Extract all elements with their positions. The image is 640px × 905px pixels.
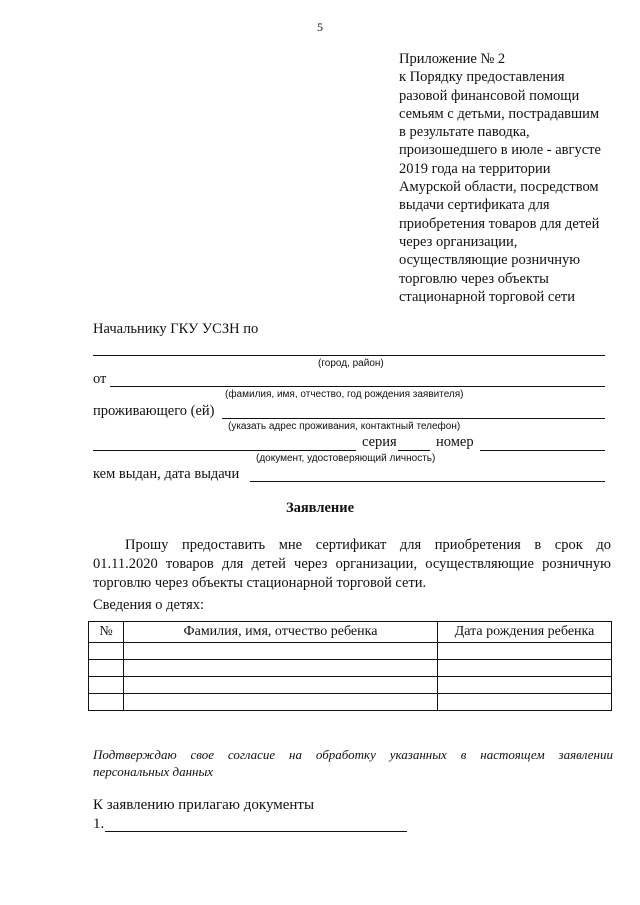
appendix-line: стационарной торговой сети — [399, 288, 576, 305]
table-row — [89, 677, 612, 694]
appendix-line: приобретения товаров для детей — [399, 215, 600, 232]
appendix-line: осуществляющие розничную — [399, 252, 581, 269]
appendix-line: Приложение № 2 — [399, 51, 506, 67]
statement-line: торговлю через объекты стационарной торговой сети. — [93, 575, 427, 591]
children-label: Сведения о детях: — [93, 597, 205, 613]
appendix-line: через организации, — [399, 233, 518, 250]
issued-field[interactable] — [250, 481, 605, 482]
appendix-line: выдачи сертификата для — [399, 197, 550, 214]
consent-text — [93, 746, 613, 780]
table-cell[interactable] — [438, 694, 612, 711]
consent-line: персональных данных — [93, 764, 214, 779]
city-field[interactable] — [93, 355, 605, 356]
attachments-label: К заявлению прилагаю документы — [93, 797, 315, 813]
appendix-line: торговлю через объекты — [399, 270, 549, 287]
col-name-header: Фамилия, имя, отчество ребенка — [124, 622, 438, 643]
page-number: 5 — [317, 20, 323, 34]
appendix-line: Амурской области, посредством — [399, 179, 599, 196]
children-table — [88, 621, 612, 711]
document-field[interactable] — [93, 450, 356, 451]
table-cell[interactable] — [438, 660, 612, 677]
appendix-line: разовой финансовой помощи — [399, 87, 580, 104]
number-field[interactable] — [480, 450, 605, 451]
issued-label: кем выдан, дата выдачи — [93, 466, 240, 482]
table-cell[interactable] — [89, 694, 124, 711]
table-cell[interactable] — [438, 643, 612, 660]
appendix-line: произошедшего в июле - августе — [399, 142, 601, 159]
appendix-line: 2019 года на территории — [399, 160, 551, 177]
statement-line: 01.11.2020 товаров для детей через организации, осуществляющие розничную — [93, 556, 611, 572]
applicant-field[interactable] — [110, 386, 605, 387]
col-number-header: № — [89, 622, 124, 643]
statement-text — [93, 536, 611, 593]
table-cell[interactable] — [124, 660, 438, 677]
appendix-line: к Порядку предоставления — [399, 69, 565, 86]
appendix-line: семьям с детьми, пострадавшим — [399, 105, 600, 122]
number-label: номер — [436, 434, 474, 450]
table-cell[interactable] — [124, 677, 438, 694]
attachment-item-number: 1. — [93, 816, 105, 832]
table-row — [89, 643, 612, 660]
appendix-heading — [399, 50, 629, 306]
city-hint: (город, район) — [318, 358, 384, 369]
series-label: серия — [362, 434, 397, 450]
from-label: от — [93, 371, 107, 387]
table-cell[interactable] — [89, 660, 124, 677]
table-row — [89, 694, 612, 711]
address-field[interactable] — [222, 418, 605, 419]
table-row — [89, 660, 612, 677]
statement-line: Прошу предоставить мне сертификат для приобретения в срок до — [125, 537, 611, 553]
table-cell[interactable] — [89, 643, 124, 660]
table-cell[interactable] — [124, 694, 438, 711]
document-hint: (документ, удостоверяющий личность) — [256, 453, 436, 464]
addressee-label: Начальнику ГКУ УСЗН по — [93, 321, 259, 337]
applicant-hint: (фамилия, имя, отчество, год рождения заявителя) — [225, 389, 464, 400]
attachment-field[interactable] — [105, 831, 407, 832]
table-cell[interactable] — [124, 643, 438, 660]
series-field[interactable] — [398, 450, 430, 451]
address-hint: (указать адрес проживания, контактный телефон) — [228, 421, 461, 432]
statement-title: Заявление — [285, 500, 355, 516]
table-cell[interactable] — [438, 677, 612, 694]
table-header-row — [89, 622, 612, 643]
table-cell[interactable] — [89, 677, 124, 694]
residing-label: проживающего (ей) — [93, 403, 215, 419]
appendix-line: в результате паводка, — [399, 124, 530, 141]
consent-line: Подтверждаю свое согласие на обработку указанных в настоящем заявлении — [93, 747, 613, 762]
col-birthdate-header: Дата рождения ребенка — [438, 622, 612, 643]
